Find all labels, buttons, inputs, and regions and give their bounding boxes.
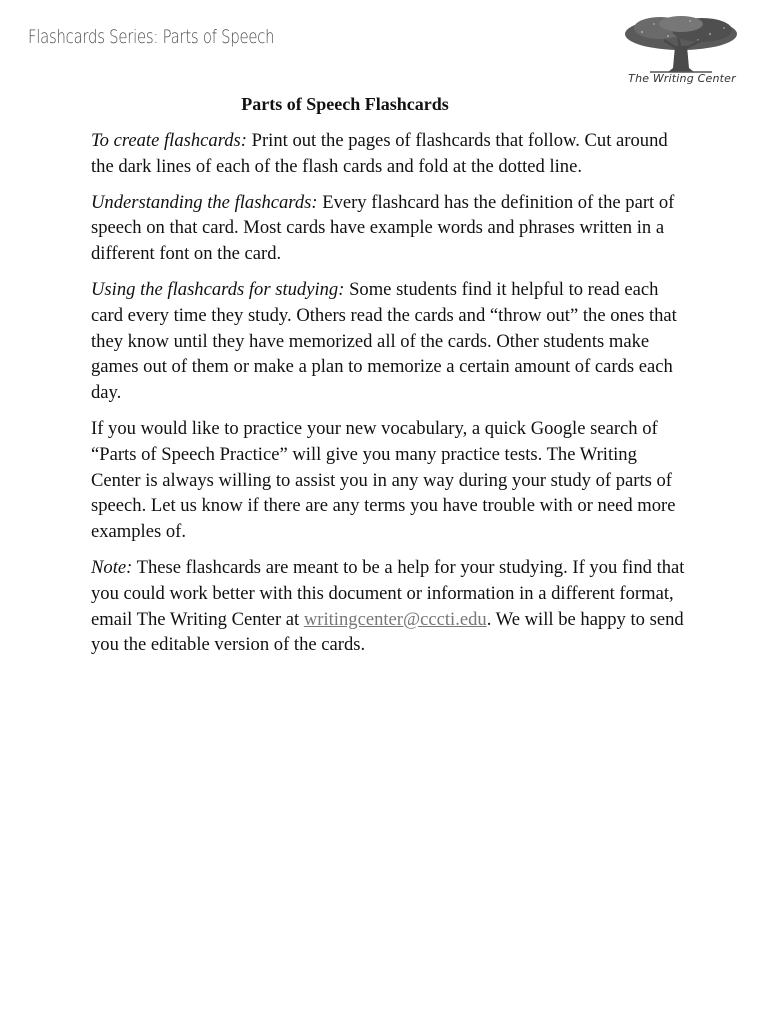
paragraph-lead: Understanding the flashcards: (91, 191, 318, 213)
series-title: Flashcards Series: Parts of Speech (28, 26, 275, 48)
paragraph-text: If you would like to practice your new vocabulary, a quick Google search of “Parts of Speech Practice” will give you many practice tests. The Writing Center is always willing to assist you in any way during your study of parts of speech. Let us know if there are any terms you have trouble with or need more examples of. (91, 417, 676, 543)
paragraph-note (91, 555, 686, 658)
tree-icon (620, 10, 742, 74)
writing-center-logo (620, 10, 742, 94)
email-link[interactable]: writingcenter@cccti.edu (303, 608, 487, 630)
paragraph-create (91, 128, 686, 180)
page-title: Parts of Speech Flashcards (241, 94, 449, 114)
paragraph-using (91, 277, 686, 406)
paragraph-text: Some students find it helpful to read each card every time they study. Others read the cards and “throw out” the ones that they know until they have memorized all of the cards. Other students make games out of them or make a plan to memorize a certain amount of cards each day. (91, 278, 677, 404)
document-body (91, 128, 686, 668)
paragraph-lead: Note: (91, 556, 133, 578)
logo-text: The Writing Center (628, 72, 736, 85)
paragraph-text: Every flashcard has the definition of the part of speech on that card. Most cards have example words and phrases written in a different font on the card. (91, 191, 675, 265)
paragraph-text: Print out the pages of flashcards that follow. Cut around the dark lines of each of the flash cards and fold at the dotted line. (91, 130, 668, 177)
paragraph-practice (91, 416, 686, 545)
paragraph-text: These flashcards are meant to be a help for your studying. If you find that you could work better with this document or information in a different format, email The Writing Center at (91, 556, 685, 630)
paragraph-lead: Using the flashcards for studying: (91, 278, 345, 300)
paragraph-tail: . We will be happy to send you the editable version of the cards. (91, 608, 684, 656)
paragraph-lead: To create flashcards: (91, 130, 247, 151)
paragraph-understanding (91, 190, 686, 267)
